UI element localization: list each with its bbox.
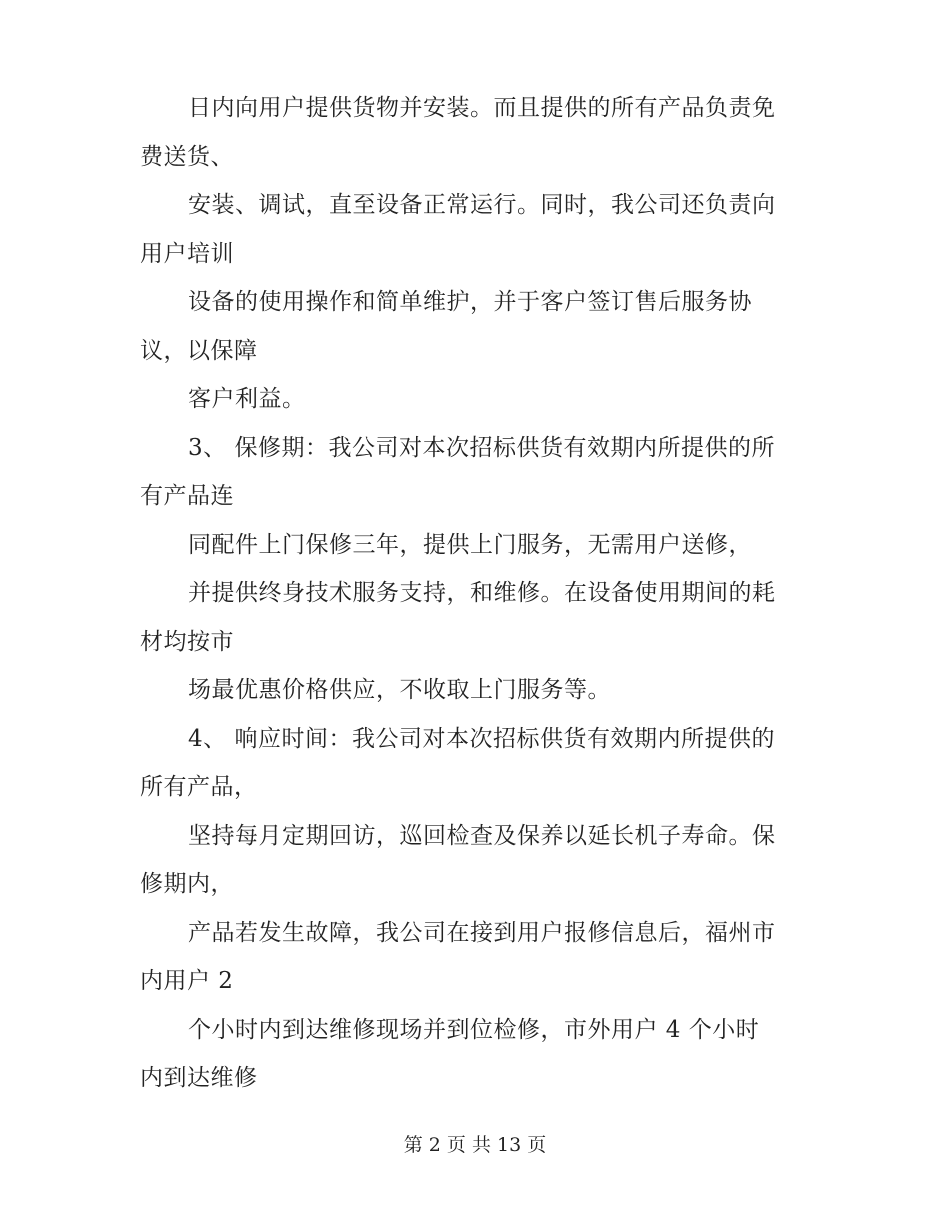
- text-line-4: 用户培训: [140, 240, 234, 267]
- text-line-15: 所有产品，: [140, 774, 258, 800]
- text-line-20: 个小时内到达维修现场并到位检修，市外用户 4 个小时: [188, 1016, 760, 1043]
- text-line-11: 并提供终身技术服务支持，和维修。在设备使用期间的耗: [188, 580, 776, 606]
- text-line-6: 议，以保障: [140, 337, 258, 364]
- text-line-13: 场最优惠价格供应，不收取上门服务等。: [188, 677, 611, 703]
- page-number-footer: 第 2 页 共 13 页: [403, 1134, 547, 1156]
- text-line-21: 内到达维修: [140, 1065, 258, 1091]
- text-line-14: 4、 响应时间：我公司对本次招标供货有效期内所提供的: [188, 725, 775, 752]
- text-line-18: 产品若发生故障，我公司在接到用户报修信息后，福州市: [188, 919, 776, 946]
- text-line-10: 同配件上门保修三年，提供上门服务，无需用户送修，: [188, 531, 752, 558]
- text-line-12: 材均按市: [140, 628, 234, 655]
- text-line-3: 安装、调试，直至设备正常运行。同时，我公司还负责向: [188, 192, 776, 218]
- text-line-19: 内用户 2: [140, 968, 234, 994]
- text-line-1: 日内向用户提供货物并安装。而且提供的所有产品负责免: [188, 95, 776, 121]
- text-line-5: 设备的使用操作和简单维护，并于客户签订售后服务协: [188, 289, 752, 315]
- text-line-2: 费送货、: [140, 143, 234, 170]
- text-line-17: 修期内，: [140, 871, 234, 897]
- text-line-7: 客户利益。: [188, 386, 306, 412]
- document-body: [140, 84, 810, 1103]
- text-line-9: 有产品连: [140, 483, 234, 509]
- text-line-16: 坚持每月定期回访，巡回检查及保养以延长机子寿命。保: [188, 822, 776, 849]
- text-line-8: 3、 保修期：我公司对本次招标供货有效期内所提供的所: [188, 434, 775, 461]
